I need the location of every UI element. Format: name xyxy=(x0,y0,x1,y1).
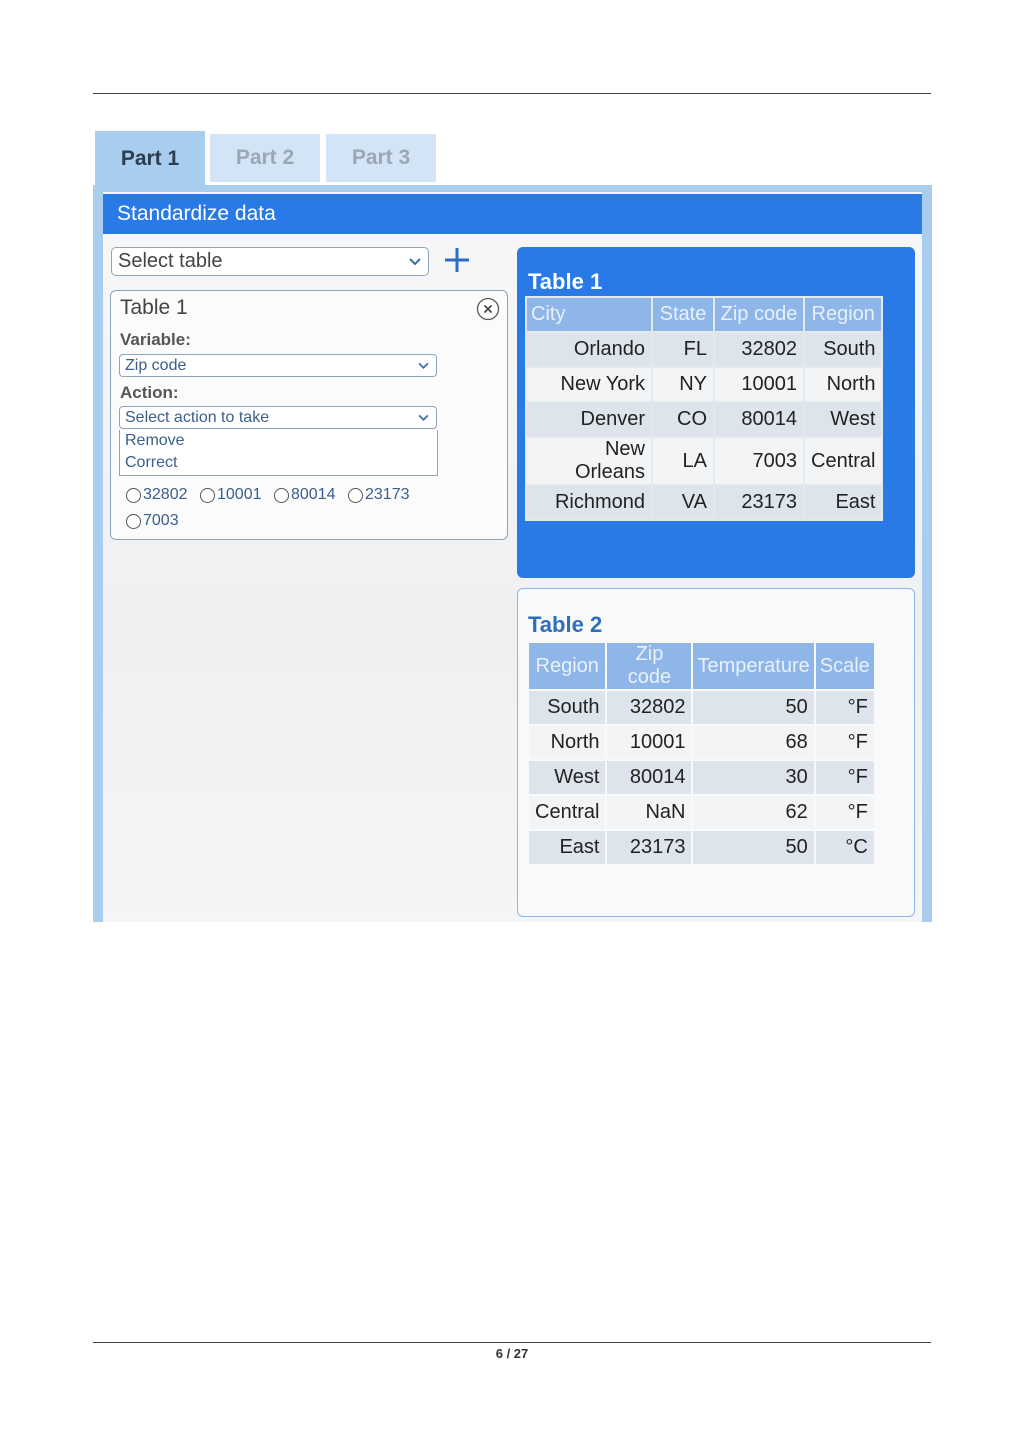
table-cell: 50 xyxy=(693,691,813,724)
chevron-down-icon xyxy=(418,362,429,369)
action-option-remove[interactable]: Remove xyxy=(125,432,185,449)
table-cell: East xyxy=(529,831,605,864)
close-card-button[interactable] xyxy=(476,297,500,321)
table1-header-cell: City xyxy=(527,298,651,331)
table2-title: Table 2 xyxy=(528,612,603,637)
table2-header-cell: Temperature xyxy=(693,643,813,689)
table-cell: 62 xyxy=(693,796,813,829)
table-cell: Central xyxy=(529,796,605,829)
table-cell: FL xyxy=(653,333,713,366)
table-cell: North xyxy=(529,726,605,759)
tab-part-2[interactable]: Part 2 xyxy=(210,134,320,182)
table2-header-cell: Region xyxy=(529,643,605,689)
table-cell: VA xyxy=(653,486,713,519)
table-row xyxy=(529,831,874,864)
add-table-button[interactable] xyxy=(442,245,472,275)
action-value: Select action to take xyxy=(125,408,270,426)
table-cell: West xyxy=(805,403,881,436)
radio-option[interactable] xyxy=(348,486,410,504)
radio-option[interactable] xyxy=(126,486,188,504)
variable-select[interactable] xyxy=(119,354,437,377)
chevron-down-icon xyxy=(418,414,429,421)
table-cell: New Orleans xyxy=(527,438,651,484)
table-cell: °C xyxy=(816,831,874,864)
radio-circle[interactable] xyxy=(126,488,141,503)
table-cell: 23173 xyxy=(607,831,691,864)
action-option-correct[interactable]: Correct xyxy=(125,454,178,471)
table-cell: East xyxy=(805,486,881,519)
radio-option[interactable] xyxy=(126,512,179,530)
table-cell: Richmond xyxy=(527,486,651,519)
table-cell: Orlando xyxy=(527,333,651,366)
table-cell: 10001 xyxy=(607,726,691,759)
table-cell: 32802 xyxy=(607,691,691,724)
table-cell: 23173 xyxy=(715,486,803,519)
action-select[interactable] xyxy=(119,406,437,429)
table-row xyxy=(529,796,874,829)
table-row xyxy=(527,403,881,436)
table-cell: 10001 xyxy=(715,368,803,401)
table-cell: South xyxy=(805,333,881,366)
table-cell: NaN xyxy=(607,796,691,829)
table-cell: West xyxy=(529,761,605,794)
table-cell: 80014 xyxy=(715,403,803,436)
table-cell: NY xyxy=(653,368,713,401)
table-cell: 30 xyxy=(693,761,813,794)
tab-part-1[interactable]: Part 1 xyxy=(95,131,205,187)
close-icon xyxy=(476,297,500,321)
radio-option[interactable] xyxy=(200,486,262,504)
variable-label: Variable: xyxy=(120,330,191,349)
table-cell: 50 xyxy=(693,831,813,864)
table-row xyxy=(527,486,881,519)
table2-header-cell: Zip code xyxy=(607,643,691,689)
radio-label: 32802 xyxy=(143,486,188,503)
top-rule xyxy=(93,93,931,94)
table1-header-row xyxy=(527,298,881,331)
table-cell: 68 xyxy=(693,726,813,759)
table-cell: 7003 xyxy=(715,438,803,484)
table1-header-cell: Region xyxy=(805,298,881,331)
card-title: Table 1 xyxy=(120,296,188,319)
table-cell: Central xyxy=(805,438,881,484)
table1-header-cell: State xyxy=(653,298,713,331)
radio-option[interactable] xyxy=(274,486,336,504)
radio-label: 23173 xyxy=(365,486,410,503)
chevron-down-icon xyxy=(409,258,421,266)
table2-header-cell: Scale xyxy=(816,643,874,689)
table-cell: North xyxy=(805,368,881,401)
table-row xyxy=(527,368,881,401)
table-cell: Denver xyxy=(527,403,651,436)
radio-label: 7003 xyxy=(143,512,179,529)
table-cell: °F xyxy=(816,691,874,724)
table-row xyxy=(529,761,874,794)
table-cell: CO xyxy=(653,403,713,436)
table-cell: New York xyxy=(527,368,651,401)
table-cell: South xyxy=(529,691,605,724)
table2 xyxy=(527,641,876,866)
radio-circle[interactable] xyxy=(126,514,141,529)
table2-header-row xyxy=(529,643,874,689)
tab-part-3[interactable]: Part 3 xyxy=(326,134,436,182)
plus-icon xyxy=(442,245,472,275)
section-header xyxy=(103,194,922,234)
action-label: Action: xyxy=(120,383,179,402)
radio-label: 10001 xyxy=(217,486,262,503)
section-title: Standardize data xyxy=(117,202,276,225)
bottom-rule xyxy=(93,1342,931,1343)
select-table-dropdown[interactable] xyxy=(111,247,429,276)
table-row xyxy=(527,333,881,366)
table-cell: °F xyxy=(816,761,874,794)
select-table-label: Select table xyxy=(118,250,223,272)
table1-header-cell: Zip code xyxy=(715,298,803,331)
table1 xyxy=(525,296,883,521)
variable-value: Zip code xyxy=(125,356,187,374)
radio-circle[interactable] xyxy=(200,488,215,503)
radio-label: 80014 xyxy=(291,486,336,503)
page-number: 6 / 27 xyxy=(495,1346,529,1361)
table-row xyxy=(529,726,874,759)
radio-circle[interactable] xyxy=(274,488,289,503)
table-cell: 32802 xyxy=(715,333,803,366)
table-row xyxy=(529,691,874,724)
table-row xyxy=(527,438,881,484)
table-cell: 80014 xyxy=(607,761,691,794)
table1-title: Table 1 xyxy=(528,269,603,294)
radio-circle[interactable] xyxy=(348,488,363,503)
table-cell: °F xyxy=(816,796,874,829)
table-cell: °F xyxy=(816,726,874,759)
table-cell: LA xyxy=(653,438,713,484)
